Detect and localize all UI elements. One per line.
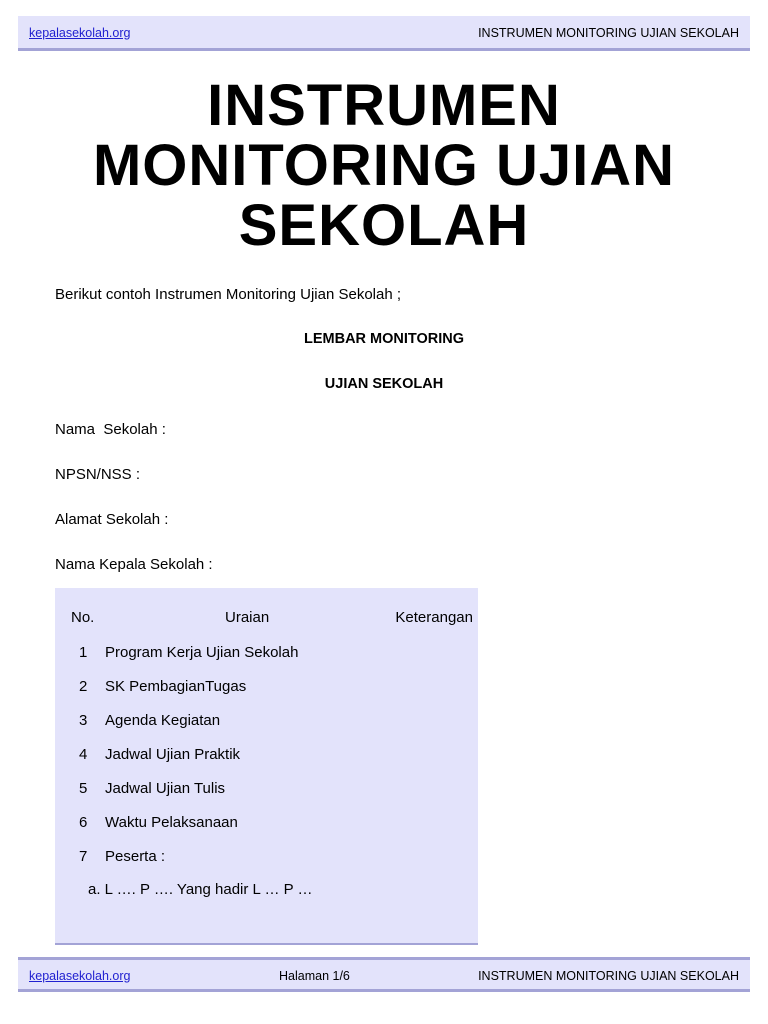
table-row [55, 848, 478, 868]
page-header [18, 16, 750, 51]
field-kepala-sekolah: Nama Kepala Sekolah : [55, 556, 213, 573]
table-row [55, 746, 478, 766]
table-row [55, 644, 478, 664]
row-number: 7 [79, 848, 88, 865]
intro-text: Berikut contoh Instrumen Monitoring Ujian Sekolah ; [55, 286, 402, 303]
table-header-uraian: Uraian [225, 609, 270, 626]
subtitle-lembar: LEMBAR MONITORING [303, 331, 465, 347]
header-title: INSTRUMEN MONITORING UJIAN SEKOLAH [478, 26, 739, 40]
table-header-no: No. [71, 609, 95, 626]
field-nama-sekolah: Nama Sekolah : [55, 421, 166, 438]
title-line-3: SEKOLAH [238, 193, 530, 258]
footer-site-link[interactable]: kepalasekolah.org [29, 969, 131, 983]
table-row [55, 780, 478, 800]
row-number: 2 [79, 678, 88, 695]
field-alamat: Alamat Sekolah : [55, 511, 169, 528]
row-number: 5 [79, 780, 88, 797]
row-number: 4 [79, 746, 88, 763]
row-number: 1 [79, 644, 88, 661]
row-text: Waktu Pelaksanaan [105, 814, 238, 831]
row-text: Jadwal Ujian Tulis [105, 780, 226, 797]
document-title [0, 73, 768, 258]
row-text: Program Kerja Ujian Sekolah [105, 644, 299, 661]
row-number: 3 [79, 712, 88, 729]
table-row [55, 712, 478, 732]
footer-title: INSTRUMEN MONITORING UJIAN SEKOLAH [478, 969, 739, 983]
row-text: Peserta : [105, 848, 166, 865]
row-text: Agenda Kegiatan [105, 712, 221, 729]
row-number: 6 [79, 814, 88, 831]
page-number: Halaman 1/6 [279, 969, 350, 983]
header-site-link[interactable]: kepalasekolah.org [29, 26, 131, 40]
peserta-note: a. L …. P …. Yang hadir L … P … [88, 881, 313, 898]
row-text: SK PembagianTugas [105, 678, 247, 695]
field-npsn: NPSN/NSS : [55, 466, 141, 483]
row-text: Jadwal Ujian Praktik [105, 746, 241, 763]
monitoring-table [55, 588, 478, 945]
table-row [55, 678, 478, 698]
page-footer [18, 957, 750, 992]
title-line-1: INSTRUMEN [207, 73, 561, 138]
title-line-2: MONITORING UJIAN [92, 133, 676, 198]
subtitle-ujian: UJIAN SEKOLAH [324, 376, 444, 392]
table-row [55, 814, 478, 834]
table-header-keterangan: Keterangan [395, 609, 473, 626]
